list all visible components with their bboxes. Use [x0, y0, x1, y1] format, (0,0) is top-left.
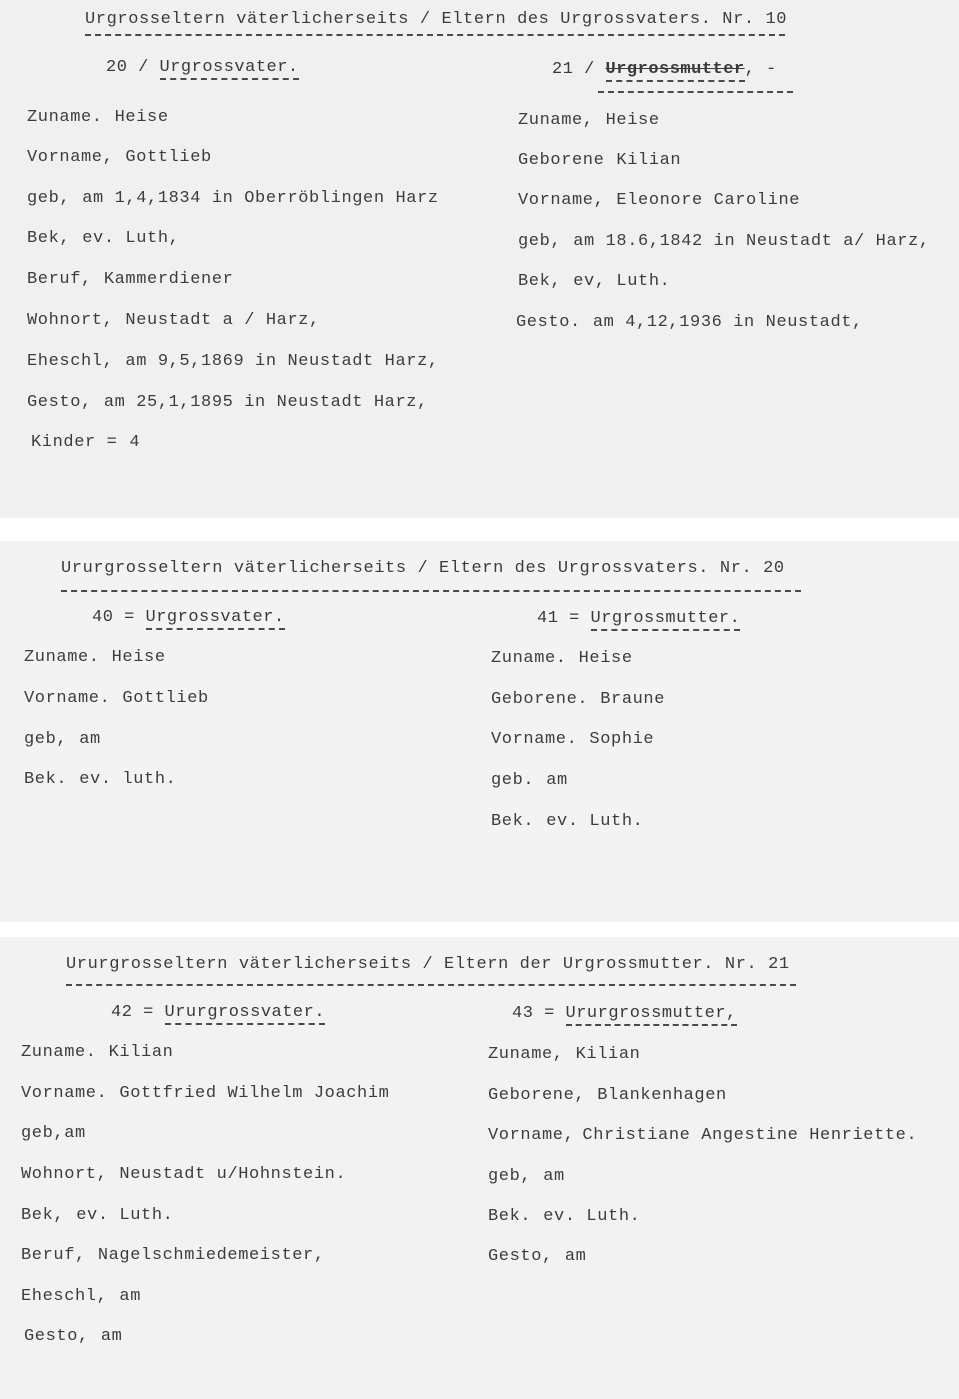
field-beruf: Beruf, Nagelschmiedemeister, — [21, 1246, 325, 1265]
field-bek: Bek. ev. Luth. — [491, 812, 644, 831]
field-geborene: Geborene Kilian — [518, 151, 682, 170]
field-geb: geb, am 1,4,1834 in Oberröblingen Harz — [27, 189, 439, 208]
left-subheading — [111, 1003, 325, 1022]
field-bek: Bek, ev, Luth. — [518, 272, 671, 291]
left-subheading — [92, 608, 285, 627]
field-vorname: Vorname, Christiane Angestine Henriette. — [488, 1126, 918, 1145]
field-bek: Bek, ev. Luth, — [27, 229, 180, 248]
person-number: 42 = — [111, 1003, 154, 1022]
card-heading: Ururgrosseltern väterlicherseits / Eltern des Urgrossvaters. Nr. 20 — [61, 559, 785, 578]
field-gesto: Gesto. am 4,12,1936 in Neustadt, — [516, 313, 863, 332]
field-zuname: Zuname. Kilian — [21, 1043, 174, 1062]
record-card-nr-21 — [0, 937, 959, 1399]
right-subheading — [552, 60, 777, 79]
field-gesto: Gesto, am — [488, 1247, 587, 1266]
left-subheading — [106, 58, 299, 77]
field-bek: Bek, ev. Luth. — [21, 1206, 174, 1225]
field-vorname: Vorname, Eleonore Caroline — [518, 191, 801, 210]
record-card-nr-10 — [0, 0, 959, 518]
field-bek: Bek. ev. Luth. — [488, 1207, 641, 1226]
heading-underline — [61, 590, 801, 592]
card-heading: Ururgrosseltern väterlicherseits / Eltern der Urgrossmutter. Nr. 21 — [66, 955, 790, 974]
field-geborene: Geborene, Blankenhagen — [488, 1086, 727, 1105]
field-geb: geb, am — [488, 1167, 565, 1186]
person-number: 43 = — [512, 1004, 555, 1023]
field-geb: geb, am 18.6,1842 in Neustadt a/ Harz, — [518, 232, 930, 251]
field-zuname: Zuname. Heise — [491, 649, 633, 668]
field-eheschl: Eheschl, am — [21, 1287, 142, 1306]
field-beruf: Beruf, Kammerdiener — [27, 270, 234, 289]
field-geb: geb. am — [491, 771, 568, 790]
field-gesto: Gesto, am — [24, 1327, 123, 1346]
field-wohnort: Wohnort, Neustadt u/Hohnstein. — [21, 1165, 347, 1184]
subheading-underline — [598, 91, 793, 93]
person-role: Urgrossvater. — [160, 58, 299, 80]
person-number: 41 = — [537, 609, 580, 628]
person-number: 21 / — [552, 60, 595, 79]
person-role: Ururgrossmutter, — [566, 1004, 737, 1026]
card-heading: Urgrosseltern väterlicherseits / Eltern des Urgrossvaters. Nr. 10 — [85, 10, 788, 29]
field-bek: Bek. ev. luth. — [24, 770, 177, 789]
person-number: 20 / — [106, 58, 149, 77]
person-role: Urgrossmutter — [606, 60, 745, 82]
field-vorname: Vorname. Gottfried Wilhelm Joachim — [21, 1084, 390, 1103]
field-vorname: Vorname. Gottlieb — [24, 689, 209, 708]
field-vorname: Vorname, Gottlieb — [27, 148, 212, 167]
heading-underline — [66, 984, 796, 986]
person-number: 40 = — [92, 608, 135, 627]
field-geb: geb, am — [24, 730, 101, 749]
right-subheading — [512, 1004, 737, 1023]
field-kinder: Kinder = 4 — [31, 433, 141, 452]
person-role: Urgrossvater. — [146, 608, 285, 630]
right-subheading — [537, 609, 740, 628]
field-gesto: Gesto, am 25,1,1895 in Neustadt Harz, — [27, 393, 428, 412]
field-eheschl: Eheschl, am 9,5,1869 in Neustadt Harz, — [27, 352, 439, 371]
person-role: Ururgrossvater. — [165, 1003, 326, 1025]
record-card-nr-20 — [0, 541, 959, 922]
field-zuname: Zuname. Heise — [27, 108, 169, 127]
person-role: Urgrossmutter. — [591, 609, 741, 631]
field-zuname: Zuname, Kilian — [488, 1045, 641, 1064]
role-suffix: , - — [744, 60, 777, 79]
field-zuname: Zuname, Heise — [518, 111, 660, 130]
heading-underline — [85, 34, 785, 36]
field-geborene: Geborene. Braune — [491, 690, 666, 709]
field-vorname: Vorname. Sophie — [491, 730, 655, 749]
field-zuname: Zuname. Heise — [24, 648, 166, 667]
field-geb: geb,am — [21, 1124, 86, 1143]
field-wohnort: Wohnort, Neustadt a / Harz, — [27, 311, 320, 330]
